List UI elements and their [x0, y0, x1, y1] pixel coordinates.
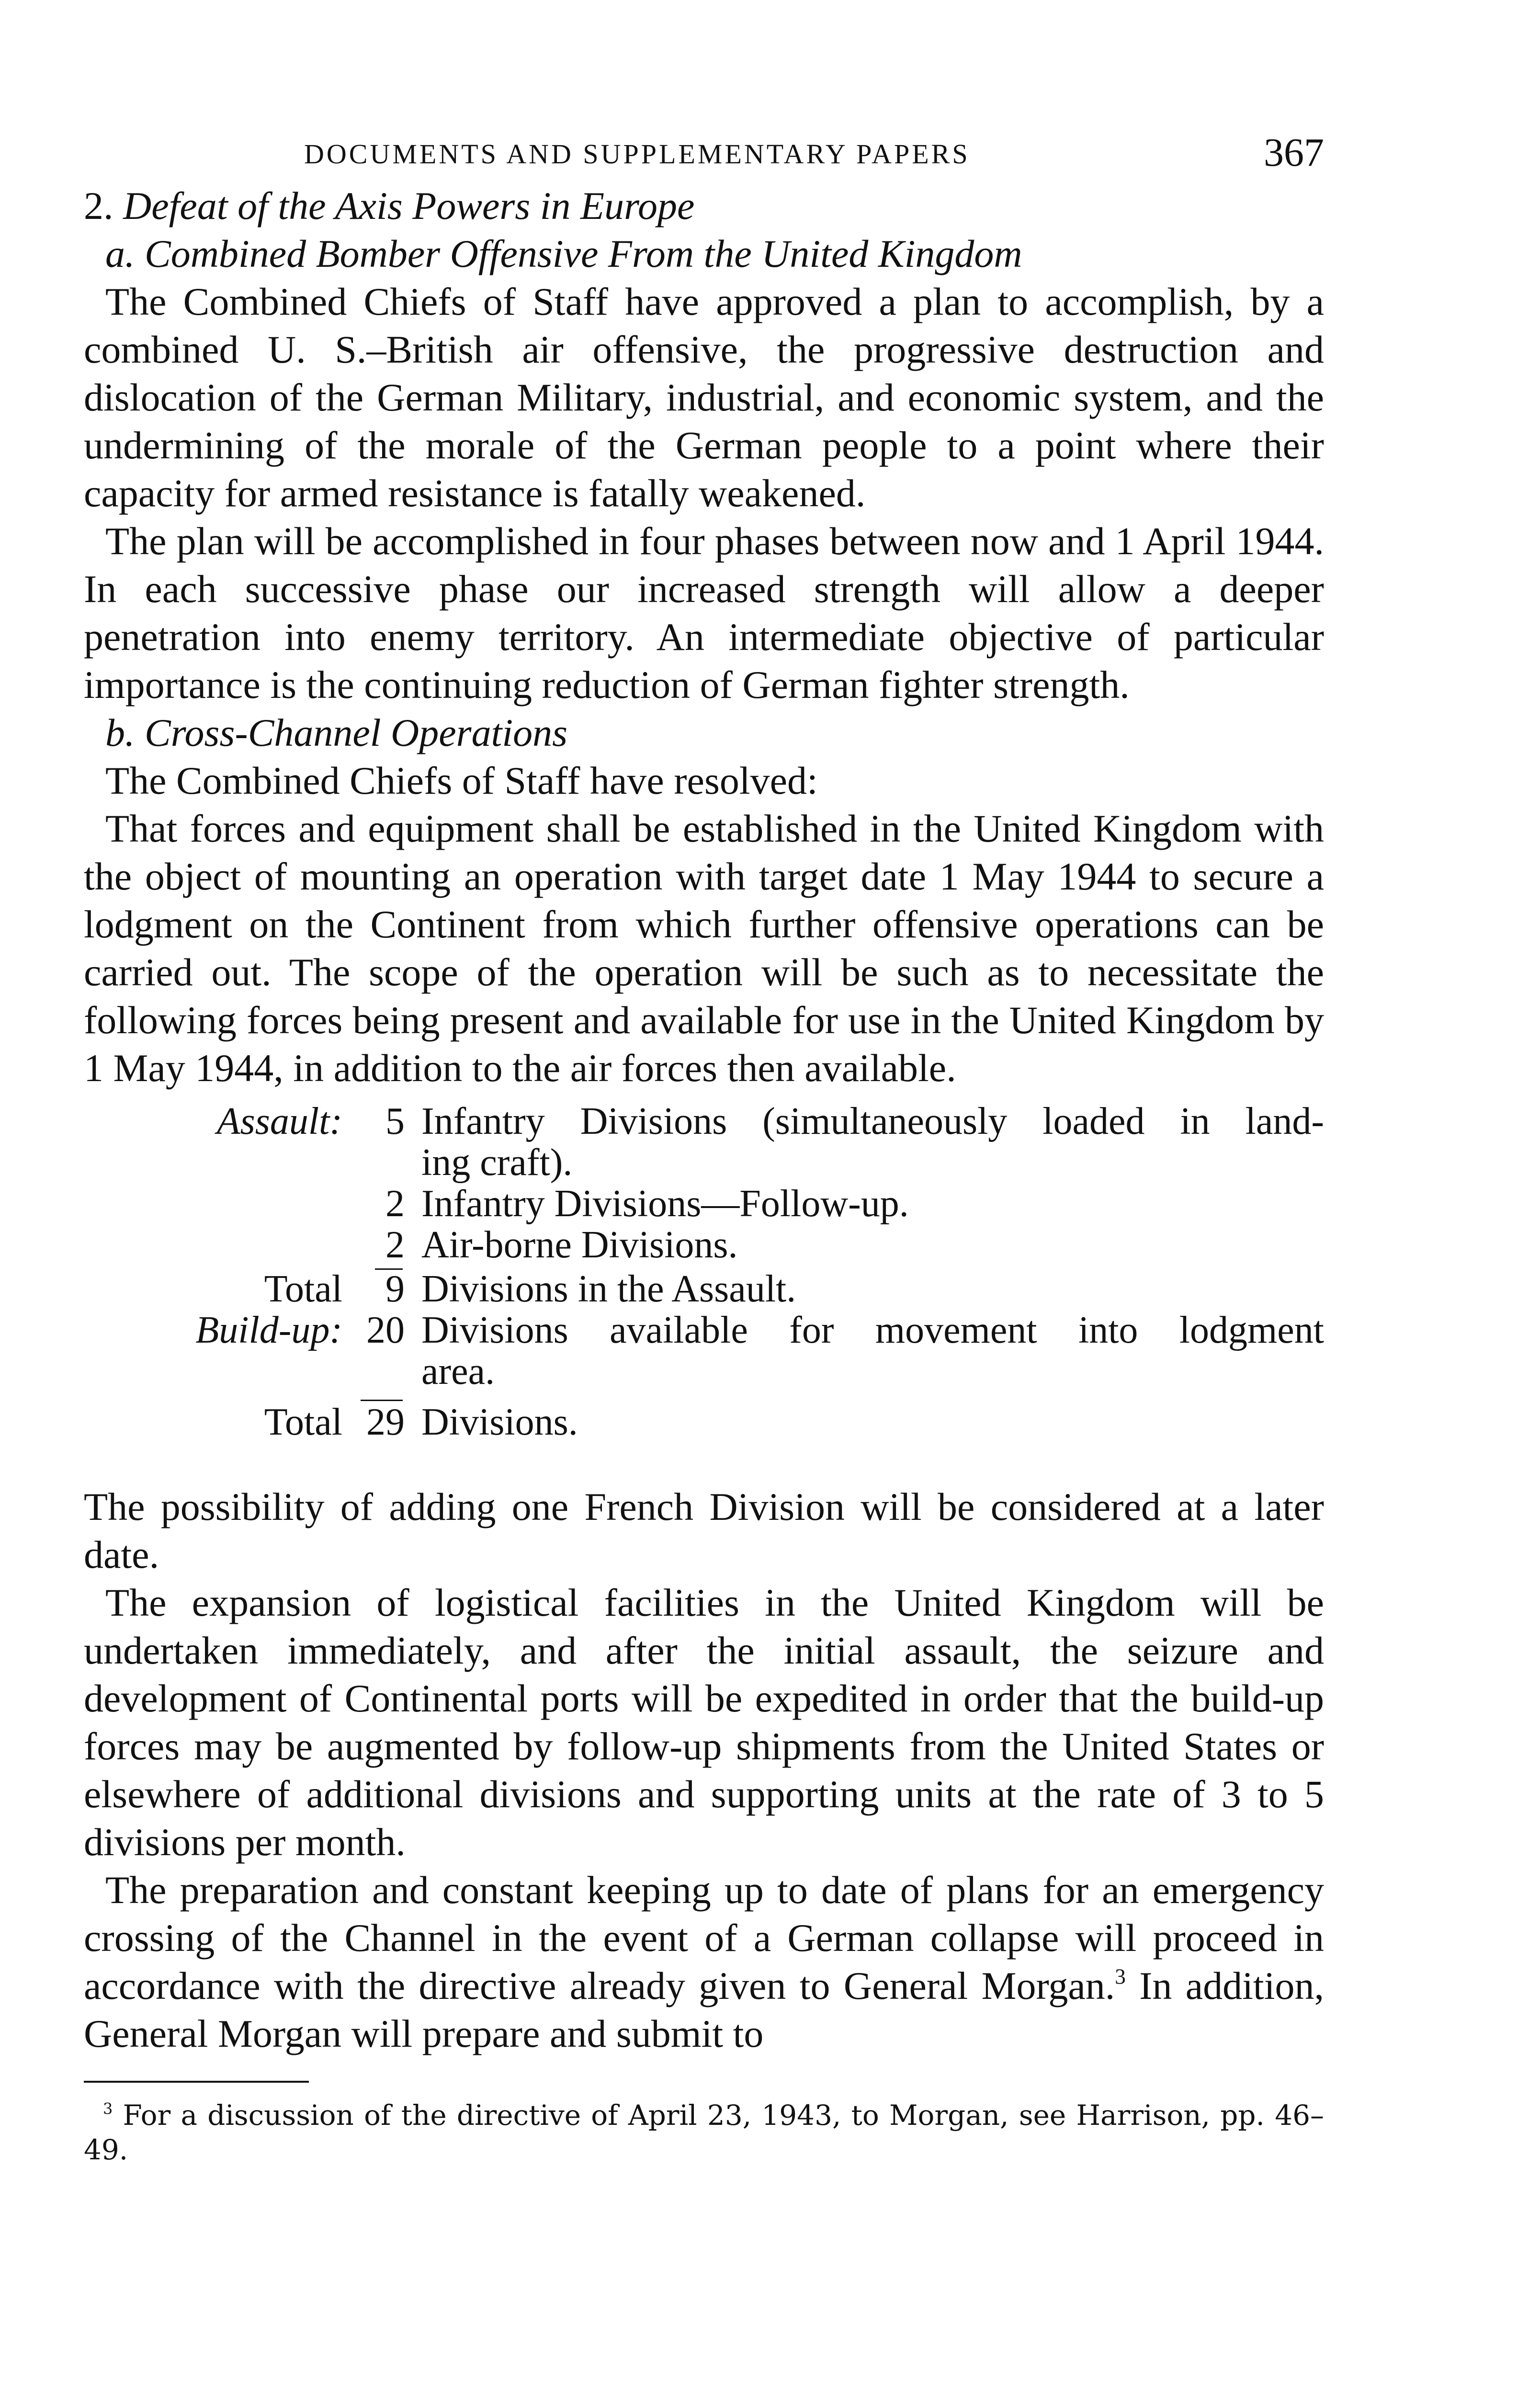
paragraph-text: In addition, General Morgan will prepare and submit to: [84, 1964, 1324, 2055]
grand-total-label: Total: [264, 1401, 342, 1443]
paragraph-text: The preparation and constant keeping up to date of plans for an emergency crossing of the Channel in the event of a German collapse will proceed in accordance with the directive already given to General Morgan.: [84, 1868, 1324, 2007]
force-description: Infantry Divisions—Follow-up.: [421, 1183, 909, 1225]
subsection-a-heading: [84, 230, 1324, 278]
force-description-line: Infantry Divisions (simultaneously loaded in land-: [421, 1100, 1324, 1142]
assault-total-label: Total: [264, 1268, 342, 1310]
paragraph: The plan will be accomplished in four phases between now and 1 April 1944. In each successive phase our increased strength will allow a deeper penetration into enemy territory. An intermediate objective of particular importance is the continuing reduction of German fighter strength.: [84, 519, 1324, 707]
footnote-marker: 3: [103, 2099, 113, 2118]
grand-total-number: 29: [366, 1401, 405, 1443]
force-number: 2: [385, 1224, 405, 1266]
page-number: 367: [1264, 130, 1324, 175]
buildup-description: [421, 1310, 1324, 1392]
force-number: 2: [385, 1183, 405, 1225]
paragraph: That forces and equipment shall be established in the United Kingdom with the object of mounting an operation with target date 1 May 1944 to secure a lodgment on the Continent from which further offensive operations can be carried out. The scope of the operation will be such as to necessitate the following forces being present and available for use in the United Kingdom by 1 May 1944, in addition to the air forces then available.: [84, 807, 1324, 1090]
force-description-line: area.: [421, 1350, 495, 1392]
footnote-text: For a discussion of the directive of April 23, 1943, to Morgan, see Harrison, pp. 46–49.: [84, 2099, 1325, 2166]
force-description: [421, 1101, 1324, 1183]
subsection-b-heading: [84, 709, 1324, 757]
footnote-reference: 3: [1115, 1964, 1126, 1989]
footnote: [84, 2098, 1324, 2167]
paragraph: The expansion of logistical facilities in the United Kingdom will be undertaken immediately, and after the initial assault, the seizure and development of Continental ports will be expedited in order that the build-up forces may be augmented by follow-up shipments from the United States or elsewhere of additional divisions and supporting units at the rate of 3 to 5 divisions per month.: [84, 1581, 1324, 1864]
buildup-number: 20: [366, 1309, 405, 1351]
assault-total-number: 9: [385, 1268, 405, 1310]
forces-table: [84, 1101, 1324, 1465]
force-description: Air-borne Divisions.: [421, 1224, 738, 1266]
running-head: [84, 129, 1324, 182]
section-number: 2.: [84, 184, 113, 228]
subsection-a-letter: a.: [105, 232, 135, 275]
paragraph: The possibility of adding one French Division will be considered at a later date.: [84, 1485, 1324, 1576]
body-text: [84, 182, 1324, 2167]
force-number: 5: [385, 1100, 405, 1142]
assault-label: Assault:: [216, 1100, 342, 1142]
force-description-line: Divisions available for movement into lodgment: [421, 1309, 1324, 1351]
grand-total-description: Divisions.: [421, 1401, 578, 1443]
subsection-b-title: Cross-Channel Operations: [145, 711, 568, 754]
assault-total-description: Divisions in the Assault.: [421, 1268, 796, 1310]
force-description-line: ing craft).: [421, 1141, 573, 1184]
section-heading: [84, 182, 1324, 230]
section-title: Defeat of the Axis Powers in Europe: [123, 184, 695, 228]
paragraph: The Combined Chiefs of Staff have approved a plan to accomplish, by a combined U. S.–British air offensive, the progressive destruction and dislocation of the German Military, industrial, and economic system, and the undermining of the morale of the German people to a point where their capacity for armed resistance is fatally weakened.: [84, 280, 1324, 515]
subsection-b-letter: b.: [105, 711, 135, 754]
running-head-title: DOCUMENTS AND SUPPLEMENTARY PAPERS: [304, 138, 970, 170]
buildup-label: Build-up:: [195, 1309, 342, 1351]
paragraph: The Combined Chiefs of Staff have resolved:: [105, 759, 818, 802]
footnote-rule: [84, 2081, 309, 2083]
document-page: [84, 129, 1324, 2167]
post-table-paragraphs: [84, 1483, 1324, 2058]
subsection-a-title: Combined Bomber Offensive From the United Kingdom: [145, 232, 1022, 275]
paragraph: [84, 1866, 1324, 2058]
